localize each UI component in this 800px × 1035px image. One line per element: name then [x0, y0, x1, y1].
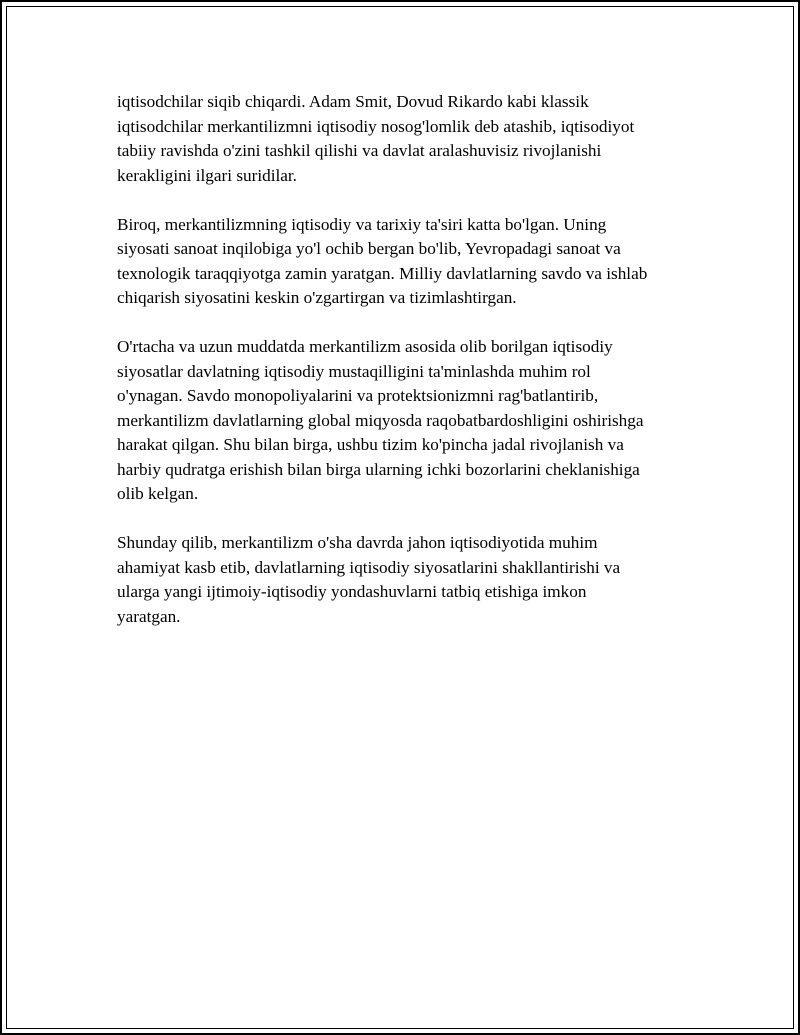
paragraph-2: Biroq, merkantilizmning iqtisodiy va tarixiy ta'siri katta bo'lgan. Uning siyosati sanoat inqilobiga yo'l ochib bergan bo'lib, Yevropadagi sanoat va texnologik taraqqiyotga zamin yaratgan. Milliy davlatlarning savdo va ishlab chiqarish siyosatini keskin o'zgartirgan va tizimlashtirgan.: [117, 214, 648, 307]
paragraph-1: iqtisodchilar siqib chiqardi. Adam Smit, Dovud Rikardo kabi klassik iqtisodchilar merkantilizmni iqtisodiy nosog'lomlik deb atashib, iqtisodiyot tabiiy ravishda o'zini tashkil qilishi va davlat aralashuvisiz rivojlanishi kerakligini ilgari suridilar.: [117, 92, 635, 185]
paragraph-4: Shunday qilib, merkantilizm o'sha davrda jahon iqtisodiyotida muhim ahamiyat kasb etib, davlatlarning iqtisodiy siyosatlarini shakllantirishi va ularga yangi ijtimoiy-iqtisodiy yondashuvlarni tatbiq etishiga imkon yaratgan.: [117, 533, 621, 626]
paragraph-3: O'rtacha va uzun muddatda merkantilizm asosida olib borilgan iqtisodiy siyosatlar davlatning iqtisodiy mustaqilligini ta'minlashda muhim rol o'ynagan. Savdo monopoliyalarini va protektsionizmni rag'batlantirib, merkantilizm davlatlarning global miqyosda raqobatbardoshligini oshirishga harakat qilgan. Shu bilan birga, ushbu tizim ko'pincha jadal rivojlanish va harbiy qudratga erishish bilan birga ularning ichki bozorlarini cheklanishiga olib kelgan.: [117, 337, 644, 503]
document-body: [117, 90, 707, 654]
